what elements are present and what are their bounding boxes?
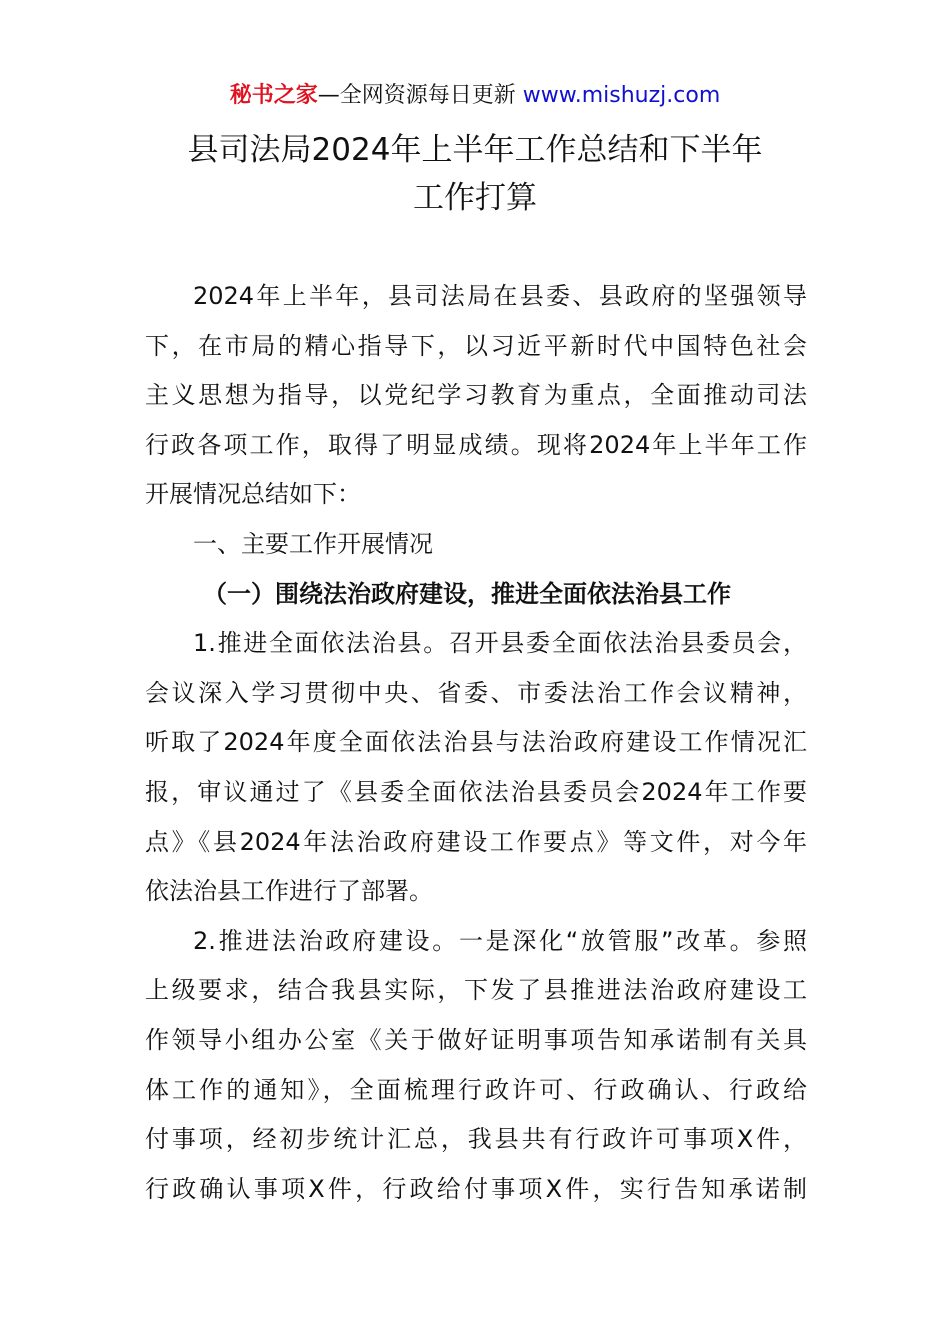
paragraph-line: 付事项，经初步统计汇总，我县共有行政许可事项X件， xyxy=(145,1125,807,1154)
document-title xyxy=(0,126,950,222)
paragraph-line: 作领导小组办公室《关于做好证明事项告知承诺制有关具 xyxy=(145,1025,807,1054)
paragraph-line: 行政确认事项X件，行政给付事项X件，实行告知承诺制 xyxy=(145,1174,807,1203)
site-header xyxy=(0,80,950,112)
paragraph-line: 1.推进全面依法治县。召开县委全面依法治县委员会， xyxy=(193,629,807,658)
header-tagline: —全网资源每日更新 xyxy=(317,83,523,108)
paragraph-line: 体工作的通知》，全面梳理行政许可、行政确认、行政给 xyxy=(145,1075,807,1104)
paragraph-line: 主义思想为指导，以党纪学习教育为重点，全面推动司法 xyxy=(145,381,807,410)
paragraph-line: 上级要求，结合我县实际，下发了县推进法治政府建设工 xyxy=(145,976,807,1005)
site-url-link[interactable]: www.mishuzj.com xyxy=(522,83,721,108)
paragraph-line: 报，审议通过了《县委全面依法治县委员会2024年工作要 xyxy=(145,777,807,806)
section-heading: 一、主要工作开展情况 xyxy=(193,529,433,558)
paragraph-line: 依法治县工作进行了部署。 xyxy=(145,877,433,906)
paragraph-line: 点》《县2024年法治政府建设工作要点》等文件，对今年 xyxy=(145,827,807,856)
paragraph-line: 开展情况总结如下： xyxy=(145,480,361,509)
paragraph-line: 2024年上半年，县司法局在县委、县政府的坚强领导 xyxy=(193,282,807,310)
paragraph-line: 会议深入学习贯彻中央、省委、市委法治工作会议精神， xyxy=(145,678,807,707)
paragraph-line: 听取了2024年度全面依法治县与法治政府建设工作情况汇 xyxy=(145,728,807,757)
title-line-2: 工作打算 xyxy=(413,180,537,216)
paragraph-line: 行政各项工作，取得了明显成绩。现将2024年上半年工作 xyxy=(145,430,807,459)
title-line-1: 县司法局2024年上半年工作总结和下半年 xyxy=(187,132,763,168)
subsection-heading: （一）围绕法治政府建设，推进全面依法治县工作 xyxy=(203,579,731,608)
paragraph-line: 2.推进法治政府建设。一是深化“放管服”改革。参照 xyxy=(193,926,807,955)
document-body xyxy=(145,272,807,1214)
paragraph-line: 下，在市局的精心指导下，以习近平新时代中国特色社会 xyxy=(145,331,807,360)
brand-name: 秘书之家 xyxy=(229,83,318,108)
